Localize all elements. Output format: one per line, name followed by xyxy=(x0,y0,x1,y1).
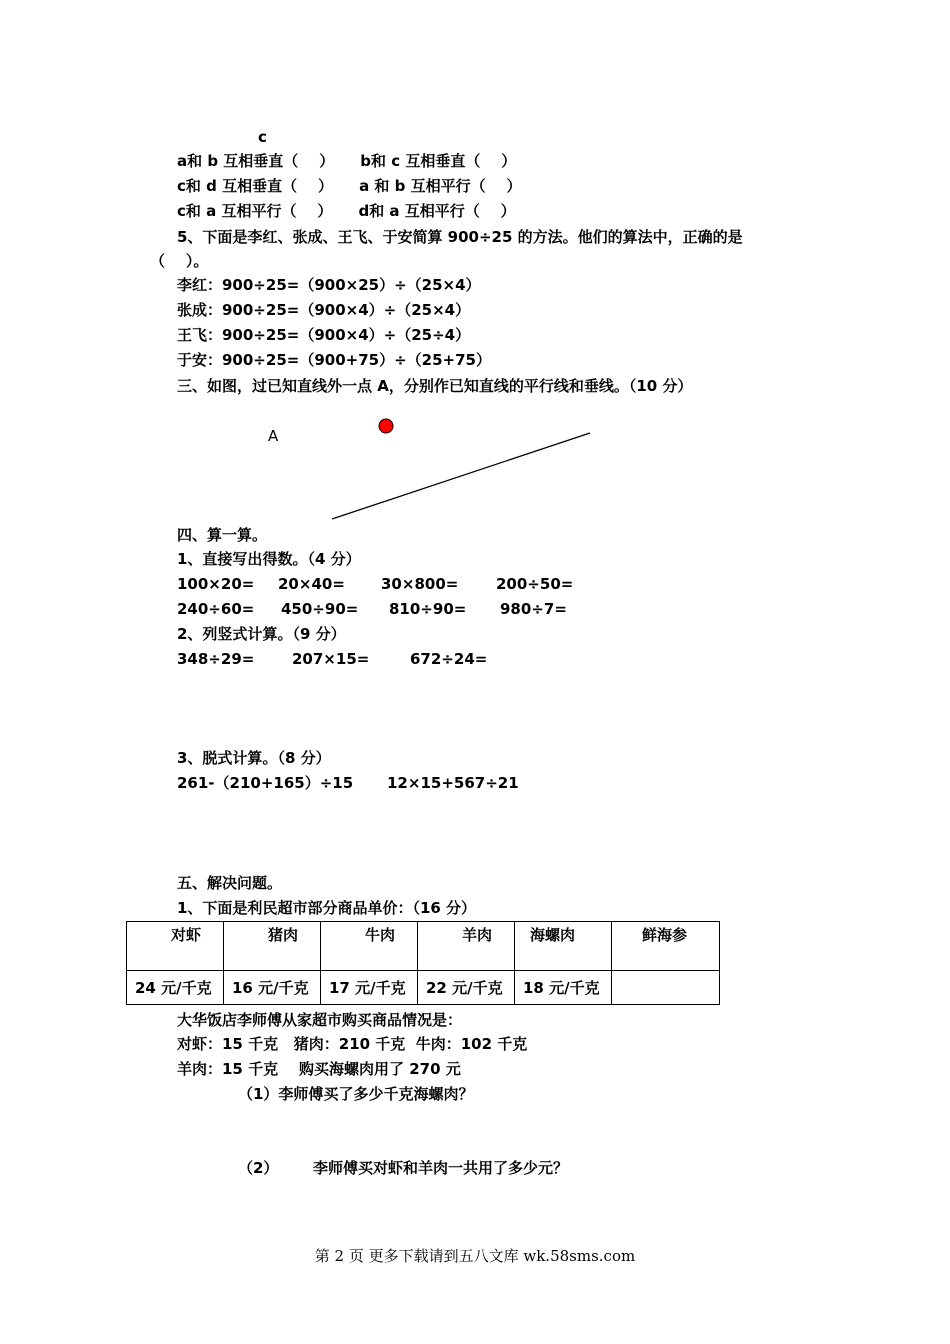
table-header-cell: 羊肉 xyxy=(418,922,515,971)
table-header-cell: 对虾 xyxy=(127,922,224,971)
calc-item: 240÷60= xyxy=(177,600,255,618)
calc-item: 100×20= xyxy=(177,575,255,593)
judge-row-3: c和 a 互相平行（ ） d和 a 互相平行（ ） xyxy=(177,202,516,220)
purchase-line-1: 对虾：15 千克 猪肉：210 千克 牛肉：102 千克 xyxy=(177,1035,528,1053)
table-header-cell: 牛肉 xyxy=(321,922,418,971)
vertical-calc-item: 207×15= xyxy=(292,650,370,668)
point-a-dot xyxy=(379,419,393,433)
table-header-row xyxy=(127,922,720,971)
table-cell: 18 元/千克 xyxy=(515,971,612,1005)
calc-item: 200÷50= xyxy=(496,575,574,593)
table-cell xyxy=(612,971,720,1005)
question-5-line-1: 5、下面是李红、张成、王飞、于安简算 900÷25 的方法。他们的算法中，正确的是 xyxy=(177,228,743,246)
sub-question-2-number: （2） xyxy=(238,1159,279,1177)
sub-question-2-text: 李师傅买对虾和羊肉一共用了多少元？ xyxy=(313,1159,569,1177)
calc-item: 30×800= xyxy=(381,575,459,593)
price-table xyxy=(126,921,720,1005)
q3-stepwise-title: 3、脱式计算。（8 分） xyxy=(177,749,331,767)
table-header-cell: 鲜海参 xyxy=(612,922,720,971)
judge-row-2: c和 d 互相垂直（ ） a 和 b 互相平行（ ） xyxy=(177,177,522,195)
method-yu-an: 于安：900÷25=（900+75）÷（25+75） xyxy=(177,351,491,369)
sub-question-1: （1）李师傅买了多少千克海螺肉？ xyxy=(238,1085,474,1103)
calc-item: 450÷90= xyxy=(281,600,359,618)
calc-item: 20×40= xyxy=(278,575,345,593)
table-header-cell: 猪肉 xyxy=(224,922,321,971)
method-zhang-cheng: 张成：900÷25=（900×4）÷（25×4） xyxy=(177,301,471,319)
vertical-calc-item: 348÷29= xyxy=(177,650,255,668)
table-row xyxy=(127,971,720,1005)
table-cell: 16 元/千克 xyxy=(224,971,321,1005)
section-5-title: 五、解决问题。 xyxy=(177,874,283,892)
table-cell: 17 元/千克 xyxy=(321,971,418,1005)
section-3-title: 三、如图，过已知直线外一点 A，分别作已知直线的平行线和垂线。（10 分） xyxy=(177,377,693,395)
calc-item: 980÷7= xyxy=(500,600,567,618)
table-header-cell: 海螺肉 xyxy=(515,922,612,971)
q1-price-title: 1、下面是利民超市部分商品单价：（16 分） xyxy=(177,899,477,917)
purchase-intro: 大华饭店李师傅从家超市购买商品情况是： xyxy=(177,1011,463,1029)
purchase-line-2: 羊肉：15 千克 购买海螺肉用了 270 元 xyxy=(177,1060,461,1078)
point-a-label: A xyxy=(268,427,279,445)
table-cell: 24 元/千克 xyxy=(127,971,224,1005)
stepwise-item: 261-（210+165）÷15 xyxy=(177,774,354,792)
given-line xyxy=(332,433,590,519)
section-4-title: 四、算一算。 xyxy=(177,526,268,544)
vertical-calc-item: 672÷24= xyxy=(410,650,488,668)
q1-direct-title: 1、直接写出得数。（4 分） xyxy=(177,550,361,568)
page-footer: 第 2 页 更多下载请到五八文库 wk.58sms.com xyxy=(314,1247,636,1265)
method-wang-fei: 王飞：900÷25=（900×4）÷（25÷4） xyxy=(177,326,471,344)
stray-letter-c: c xyxy=(258,128,267,146)
q2-vertical-title: 2、列竖式计算。（9 分） xyxy=(177,625,346,643)
question-5-line-2: （ ）。 xyxy=(150,252,209,270)
method-li-hong: 李红：900÷25=（900×25）÷（25×4） xyxy=(177,276,481,294)
judge-row-1: a和 b 互相垂直（ ） b和 c 互相垂直（ ） xyxy=(177,152,517,170)
table-cell: 22 元/千克 xyxy=(418,971,515,1005)
stepwise-item: 12×15+567÷21 xyxy=(387,774,519,792)
calc-item: 810÷90= xyxy=(389,600,467,618)
